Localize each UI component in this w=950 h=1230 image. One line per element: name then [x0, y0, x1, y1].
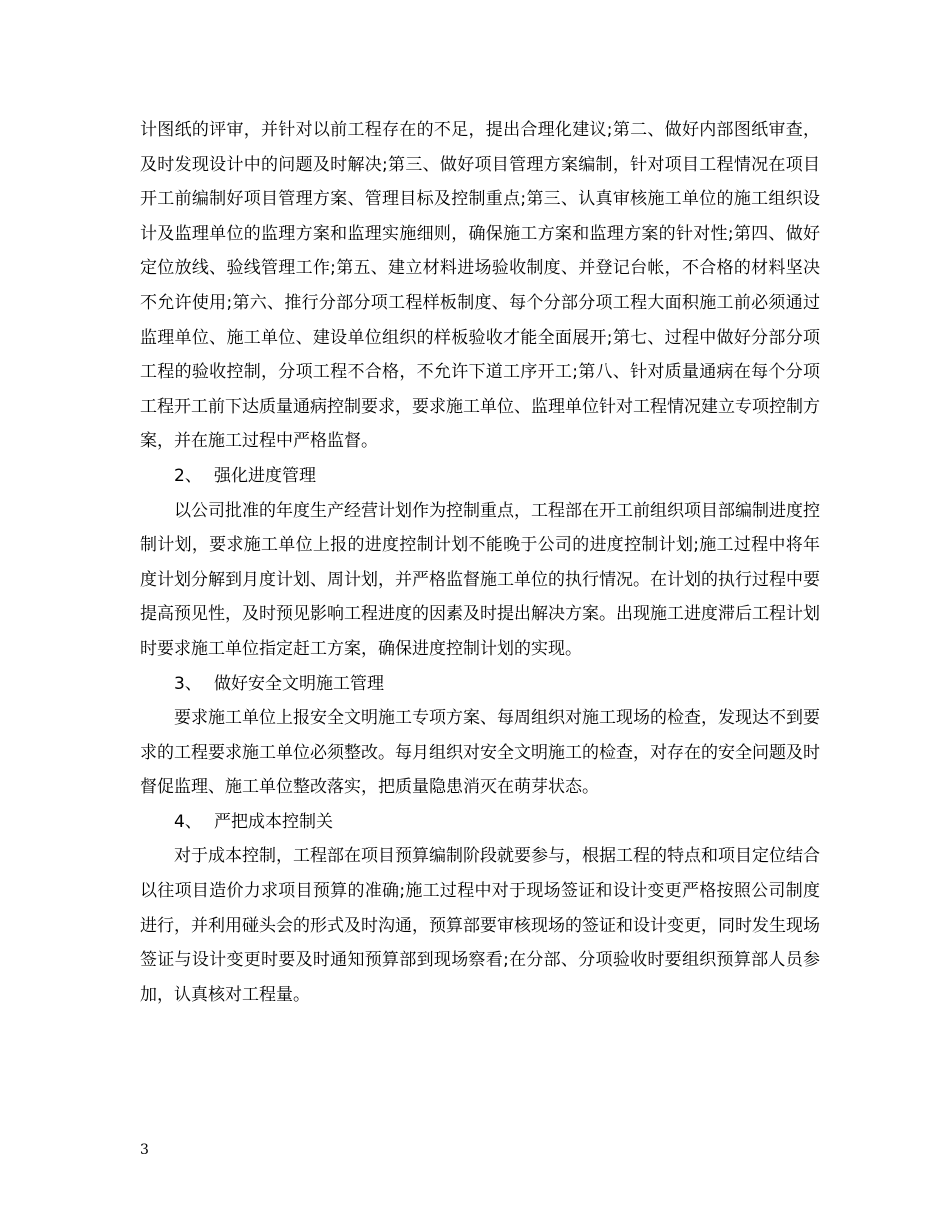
section-number: 2、 [174, 465, 202, 486]
section-title: 强化进度管理 [214, 465, 316, 486]
paragraph-safety: 要求施工单位上报安全文明施工专项方案、每周组织对施工现场的检查，发现达不到要求的工程要求施工单位必须整改。每月组织对安全文明施工的检查，对存在的安全问题及时督促监理、施工单位整改落实，把质量隐患消灭在萌芽状态。 [140, 708, 820, 798]
paragraph-progress: 以公司批准的年度生产经营计划作为控制重点，工程部在开工前组织项目部编制进度控制计划，要求施工单位上报的进度控制计划不能晚于公司的进度控制计划;施工过程中将年度计划分解到月度计划、周计划，并严格监督施工单位的执行情况。在计划的执行过程中要提高预见性，及时预见影响工程进度的因素及时提出解决方案。出现施工进度滞后工程计划时要求施工单位指定赶工方案，确保进度控制计划的实现。 [140, 500, 820, 659]
document-body [140, 113, 820, 1012]
section-title: 做好安全文明施工管理 [214, 673, 384, 694]
section-number: 4、 [174, 811, 202, 832]
section-heading-safety [140, 667, 820, 702]
section-heading-progress [140, 459, 820, 494]
section-title: 严把成本控制关 [214, 811, 333, 832]
paragraph-cost: 对于成本控制，工程部在项目预算编制阶段就要参与，根据工程的特点和项目定位结合以往项目造价力求项目预算的准确;施工过程中对于现场签证和设计变更严格按照公司制度进行，并利用碰头会的形式及时沟通，预算部要审核现场的签证和设计变更，同时发生现场签证与设计变更时要及时通知预算部到现场察看;在分部、分项验收时要组织预算部人员参加，认真核对工程量。 [140, 846, 820, 1005]
page-number: 3 [140, 1142, 149, 1158]
section-number: 3、 [174, 673, 202, 694]
paragraph-quality-measures: 计图纸的评审，并针对以前工程存在的不足，提出合理化建议;第二、做好内部图纸审查，及时发现设计中的问题及时解决;第三、做好项目管理方案编制，针对项目工程情况在项目开工前编制好项目管理方案、管理目标及控制重点;第三、认真审核施工单位的施工组织设计及监理单位的监理方案和监理实施细则，确保施工方案和监理方案的针对性;第四、做好定位放线、验线管理工作;第五、建立材料进场验收制度、并登记台帐，不合格的材料坚决不允许使用;第六、推行分部分项工程样板制度、每个分部分项工程大面积施工前必须通过监理单位、施工单位、建设单位组织的样板验收才能全面展开;第七、过程中做好分部分项工程的验收控制，分项工程不合格，不允许下道工序开工;第八、针对质量通病在每个分项工程开工前下达质量通病控制要求，要求施工单位、监理单位针对工程情况建立专项控制方案，并在施工过程中严格监督。 [140, 120, 820, 452]
section-heading-cost [140, 805, 820, 840]
